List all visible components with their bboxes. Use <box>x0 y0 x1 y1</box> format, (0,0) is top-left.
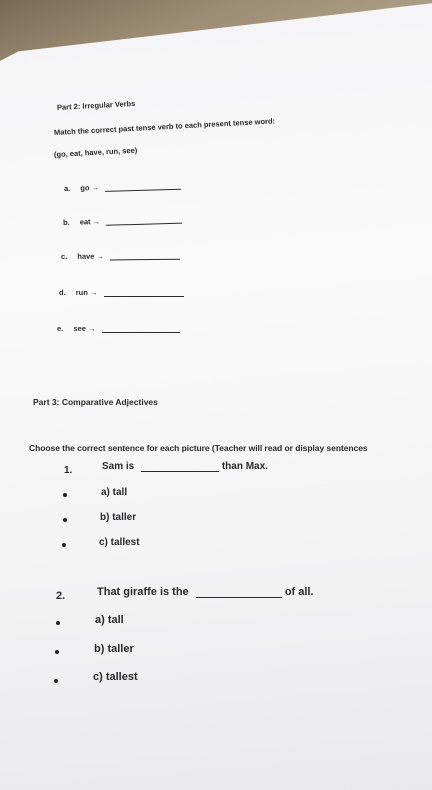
part2-instruction: Match the correct past tense verb to each present tense word: <box>53 116 276 137</box>
verb-item-e <box>57 324 180 333</box>
bullet-icon <box>54 679 58 683</box>
verb-item-letter: c. <box>60 251 68 261</box>
bullet-icon <box>55 650 59 654</box>
question-2-option-b[interactable]: b) taller <box>94 643 134 655</box>
part2-word-list: (go, eat, have, run, see) <box>53 145 138 159</box>
question-2-before: That giraffe is the <box>97 586 189 598</box>
question-2-option-a[interactable]: a) tall <box>95 614 124 626</box>
question-1-option-a[interactable]: a) tall <box>101 487 128 498</box>
verb-item-d <box>59 288 184 297</box>
question-1-option-b[interactable]: b) taller <box>100 512 137 523</box>
question-1-option-c[interactable]: c) tallest <box>99 537 140 548</box>
question-2-option-c[interactable]: c) tallest <box>93 671 138 683</box>
bullet-icon <box>63 493 67 497</box>
question-2-sentence <box>97 586 314 598</box>
answer-blank[interactable] <box>196 597 282 598</box>
bullet-icon <box>56 621 60 625</box>
question-1-before: Sam is <box>102 461 135 472</box>
answer-blank[interactable] <box>102 332 180 333</box>
question-2-number: 2. <box>56 590 66 602</box>
verb-item-letter: b. <box>62 217 70 227</box>
verb-item-letter: d. <box>59 288 66 297</box>
verb-item-word: see → <box>73 324 96 333</box>
question-2-after: of all. <box>284 586 314 598</box>
part3-title: Part 3: Comparative Adjectives <box>33 397 158 407</box>
question-1-after: than Max. <box>221 461 268 472</box>
verb-item-word: go → <box>80 183 100 193</box>
verb-item-word: have → <box>77 251 105 261</box>
bullet-icon <box>62 543 66 547</box>
verb-item-c <box>61 251 180 261</box>
part2-title: Part 2: Irregular Verbs <box>56 98 136 112</box>
verb-item-word: eat → <box>79 216 101 227</box>
verb-item-letter: e. <box>57 324 64 333</box>
answer-blank[interactable] <box>141 471 219 472</box>
part3-instruction: Choose the correct sentence for each picture (Teacher will read or display sentences <box>29 443 368 453</box>
bullet-icon <box>63 518 67 522</box>
question-1-number: 1. <box>64 465 73 476</box>
answer-blank[interactable] <box>104 296 184 297</box>
question-1-sentence <box>102 461 268 472</box>
verb-item-word: run → <box>75 288 98 297</box>
verb-item-letter: a. <box>63 183 71 193</box>
